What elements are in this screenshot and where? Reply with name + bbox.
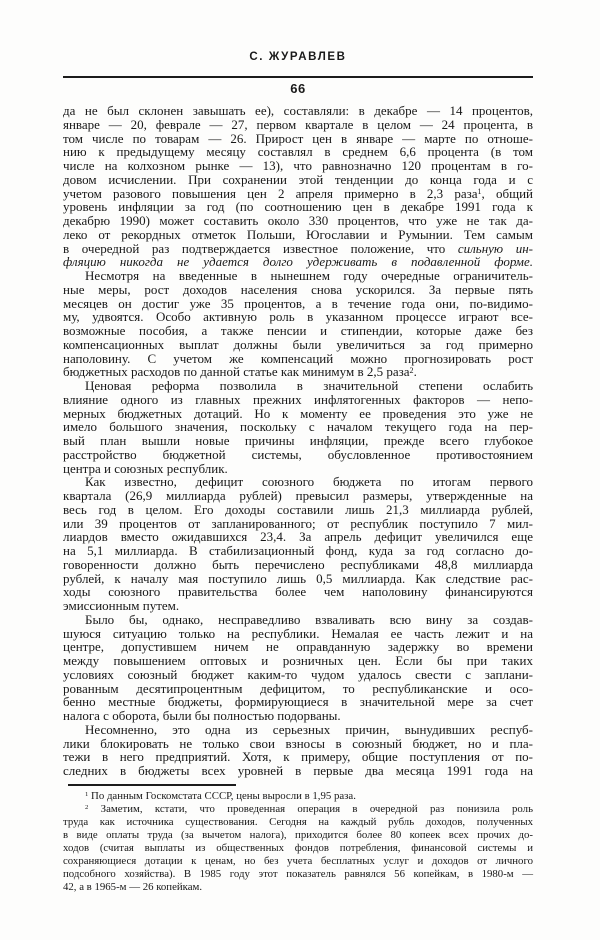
footnote-marker-superscript: 1 [85,791,89,798]
text-line: рублей, к началу мая поступило лишь 0,5 миллиарда. Как следствие рас- [63,570,533,586]
body-text [63,104,533,778]
text-line: том числе по товарам — 26. Прирост цен в январе — марте по отноше- [63,130,533,146]
text-line: говоренности должно быть перечислено республиками 48,8 миллиарда [63,556,533,572]
footnote-line: 42, а в 1965-м — 26 копейкам. [63,881,203,893]
footnote-line: труда как источника существования. Сегодня на каждый рубль доходов, полученных [63,816,533,828]
text-line: Несомненно, это одна из серьезных причин, вынудивших респуб- [85,721,533,737]
text-line: числе на колхозном рынке — 13), что равнозначно 120 процентам в го- [63,158,533,173]
text-line: январе — 20, феврале — 27, первом квартале в целом — 24 процента, в [63,116,533,132]
footnotes-text [63,790,533,894]
footnote-separator-rule [68,784,236,786]
text-line: бенно местные бюджеты, формирующиеся в значительной мере за счет [63,694,533,710]
text-line: квартала (26,9 миллиарда рублей) превысил размеры, утвержденные на [63,488,533,503]
text-line: компенсационных выплат должны были увеличиться за год примерно [63,336,533,352]
text-line: тежи в него предприятий. Хотя, к примеру, общие поступления от по- [63,749,533,765]
text-line: ные меры, рост доходов населения снова ускорился. За первые пять [63,281,533,297]
page-number: 66 [290,81,306,96]
text-line: Было бы, однако, несправедливо взваливать всю вину за создав- [85,611,533,627]
footnote-line: $^1$ По данным Госкомстата СССР, цены выросли в 1,95 раза. [85,790,356,802]
text-line: мерных бюджетных дотаций. Но к моменту ее проведения это уже не [63,405,533,421]
text-line: эмиссионным путем. [63,598,180,613]
text-line: имело большого значения, поскольку с началом текущего года на пер- [63,419,533,435]
footnote-line: ходов (считая выплаты из общественных фондов потребления, финансовой системы и [63,842,533,854]
text-line: нию к предыдущему месяцу составлял в среднем 6,6 процента (в том [63,144,533,160]
text-line: му, удвоятся. Особо активную роль в указанном процессе играют все- [63,309,533,325]
footnote-marker-superscript: 2 [85,804,89,811]
text-line: леко от рекордных отметок Польши, Югославии и Румынии. Тем самым [63,226,533,242]
text-line: бюджетных расходов по данной статье как минимум в 2,5 раза$^2$. [63,364,417,380]
text-line: уровень инфляции за год (по соотношению цен в декабре 1991 года к [63,199,533,215]
text-line: влияние одного из главных прежних инфлятогенных факторов — непо- [63,391,533,407]
text-line: учетом разового повышения цен 2 апреля примерно в 2,3 раза$^1$, общий [63,185,533,201]
text-line: возможные пособия, а также пенсии и стипендии, которые даже без [63,323,533,338]
text-line: между повышением оптовых и розничных цен. Если бы при таких [63,653,533,668]
footnote-line: сохраняющиеся дотации к ценам, но без учета бесплатных услуг и доходов от личного [63,855,533,867]
text-line: весь год в целом. Его доходы составили лишь 21,3 миллиарда рублей, [63,501,533,517]
header-rule [63,76,533,78]
text-line: расстройство бюджетной системы, обусловленное противостоянием [63,446,533,462]
text-line: шуюся ситуацию только на республики. Немалая ее часть лежит и на [63,625,533,641]
text-line: центра и союзных республик. [63,460,228,476]
footnote-marker-superscript: 2 [409,365,414,375]
footnote-line: подсобного хозяйства). В 1985 году этот показатель равнялся 56 копейкам, в 1980-м — [63,868,533,880]
text-line: декабрю 1990) может составить около 330 процентов, что уже не так да- [63,213,533,228]
text-line: условиях союзный бюджет каким-то чудом удалось свести с заплани- [63,666,533,682]
text-line: ходы союзного правительства более чем наполовину финансируются [63,584,533,600]
text-line: лиардов вместо ожидавшихся 23,4. За апрель дефицит увеличился еще [63,529,533,545]
text-line: лики блокировать не только свои взносы в союзный бюджет, но и пла- [63,735,533,751]
text-line: Несмотря на введенные в нынешнем году очередные ограничитель- [85,268,533,283]
text-line: следних в бюджеты всех уровней в первые два месяца 1991 года на [63,763,533,778]
text-line: Как известно, дефицит союзного бюджета по итогам первого [85,474,533,490]
text-line: налога с оборота, были бы полностью подорваны. [63,708,341,723]
text-line: да не был склонен завышать ее), составляли: в декабре — 14 процентов, [63,103,533,118]
text-line: Ценовая реформа позволила в значительной степени ослабить [85,378,533,393]
text-line: или 39 процентов от запланированного; от республик поступило 7 мил- [63,515,533,531]
running-head-author: С. ЖУРАВЛЕВ [249,51,347,63]
text-line: фляцию никогда не удается долго удерживать в подавленной форме. [63,254,533,270]
text-line: в очередной раз подтверждается известное положение, что сильную ин- [63,240,533,256]
text-line: вый план вышли новые причины инфляции, прежде всего глубокое [63,433,533,448]
footnote-line: $^2$ Заметим, кстати, что проведенная операция в очередной раз понизила роль [85,803,533,815]
text-line: наполовину. С учетом же компенсаций можно прогнозировать рост [63,350,533,366]
footnote-line: в виде оплаты труда (за вычетом налога), приходится более 80 копеек всех прочих до- [63,829,533,841]
footnote-marker-superscript: 1 [477,186,482,196]
text-line: рованным десятипроцентным дефицитом, то республиканские и осо- [63,680,533,696]
text-line: месяцев он достиг уже 35 процентов, а в течение года они, по-видимо- [63,295,533,311]
text-line: на 5,1 миллиарда. В стабилизационный фонд, куда за год согласно до- [63,543,533,558]
text-line: довом исчислении. При сохранении этой тенденции до конца года и с [63,171,533,187]
text-line: центре, допустившем ничем не оправданную задержку во времени [63,639,533,655]
